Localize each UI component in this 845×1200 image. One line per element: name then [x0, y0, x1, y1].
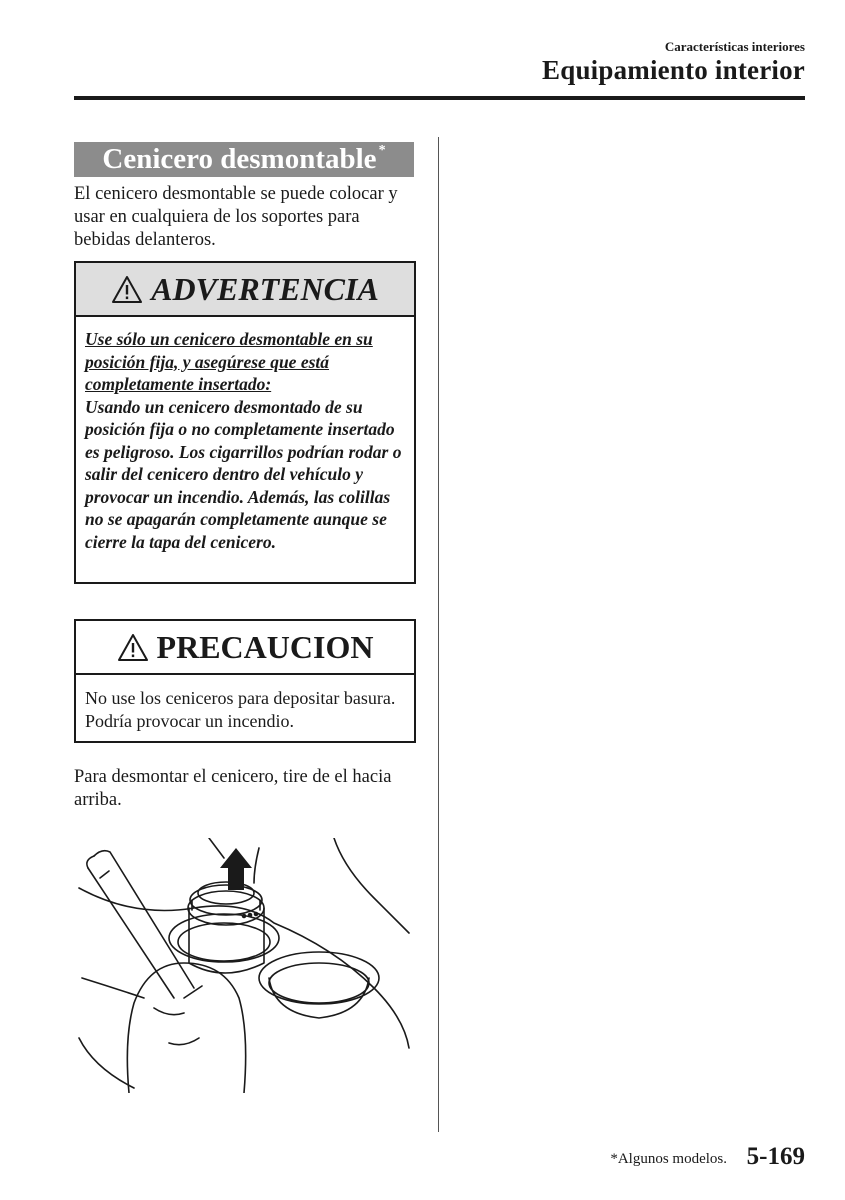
header-rule [74, 96, 805, 100]
warning-heading: Use sólo un cenicero desmontable en su posición fija, y asegúrese que está completamente insertado: [85, 329, 373, 394]
caution-triangle-icon [117, 633, 149, 662]
column-divider [438, 137, 439, 1132]
intro-paragraph: El cenicero desmontable se puede colocar y usar en cualquiera de los soportes para bebidas delanteros. [74, 184, 398, 250]
warning-triangle-icon [111, 275, 143, 304]
page-title: Equipamiento interior [542, 55, 805, 85]
section-marker: * [378, 142, 386, 158]
warning-header [76, 263, 414, 317]
footnote: *Algunos modelos. [610, 1151, 727, 1167]
section-heading [74, 142, 414, 177]
chapter-label: Características interiores [664, 39, 805, 54]
warning-title: ADVERTENCIA [151, 270, 379, 307]
caution-box [74, 619, 416, 743]
page-number: 5-169 [746, 1143, 805, 1170]
warning-body [76, 317, 414, 553]
section-title: Cenicero desmontable [102, 143, 377, 175]
ashtray-removal-illustration [74, 838, 419, 1093]
warning-box [74, 261, 416, 584]
caution-text: No use los ceniceros para depositar basura. Podría provocar un incendio. [85, 688, 396, 731]
removal-instructions: Para desmontar el cenicero, tire de el hacia arriba. [74, 767, 392, 810]
caution-title: PRECAUCION [156, 628, 374, 665]
up-arrow-icon [220, 848, 252, 890]
warning-text: Usando un cenicero desmontado de su posición fija o no completamente insertado es peligroso. Los cigarrillos podrían rodar o salir del cenicero dentro del vehículo y provocar un incendio. Además, las colillas no se apagarán completamente aunque se cierre la tapa del cenicero. [85, 396, 402, 552]
caution-header [76, 621, 414, 675]
